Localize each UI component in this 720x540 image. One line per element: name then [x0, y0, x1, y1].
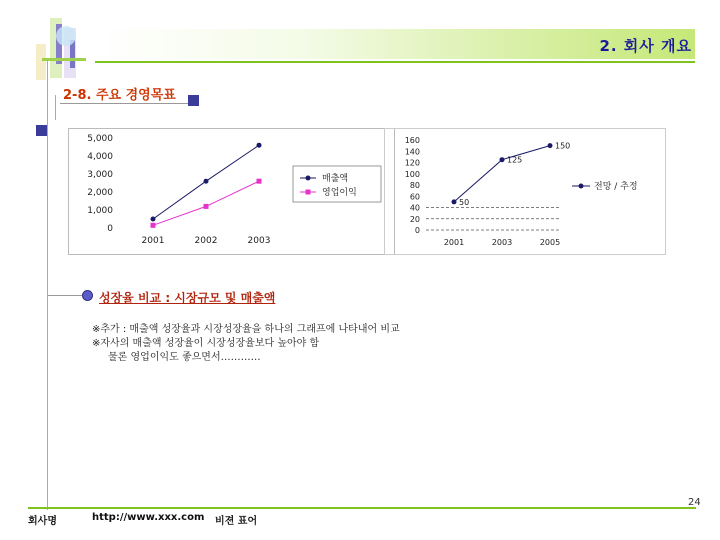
y-tick-label: 120 [404, 158, 420, 168]
y-tick-label: 0 [107, 224, 113, 234]
legend-label: 영업이익 [322, 188, 357, 198]
y-tick-label: 5,000 [87, 134, 113, 144]
data-point [257, 143, 262, 148]
y-tick-label: 80 [409, 181, 420, 190]
x-tick-label: 2003 [491, 238, 513, 247]
y-tick-label: 1,000 [87, 206, 113, 216]
footer-url: http://www.xxx.com [92, 512, 205, 523]
page-header-title: 2. 회사 개요 [599, 37, 692, 55]
footer-rule [28, 507, 696, 509]
right-chart [384, 128, 664, 253]
y-tick-label: 4,000 [87, 152, 113, 162]
x-tick-label: 2005 [539, 238, 561, 247]
data-point [452, 199, 457, 204]
y-tick-label: 0 [414, 226, 420, 235]
data-point [548, 143, 553, 148]
x-tick-label: 2003 [247, 236, 271, 246]
series-line-1 [153, 181, 259, 225]
data-point [151, 217, 156, 222]
left-vertical-rule [47, 60, 48, 510]
y-tick-label: 3,000 [87, 170, 113, 180]
x-tick-label: 2002 [194, 236, 218, 246]
note-line-1: ※추가 : 매출액 성장율과 시장성장율을 하나의 그래프에 나타내어 비교 [92, 324, 400, 335]
subsection-bullet-icon [82, 290, 93, 301]
note-line-2: ※자사의 매출액 성장율이 시장성장율보다 높아야 함 [92, 338, 320, 349]
y-tick-label: 100 [404, 169, 420, 179]
subsection-rule [48, 295, 82, 296]
y-tick-label: 2,000 [87, 188, 113, 198]
legend-marker [579, 184, 584, 189]
data-label: 125 [507, 155, 523, 165]
y-tick-label: 40 [409, 203, 420, 213]
footer-company: 회사명 [28, 516, 57, 527]
legend-label: 매출액 [322, 174, 349, 184]
section-underline [60, 103, 190, 104]
x-tick-label: 2001 [141, 236, 165, 246]
subsection-title: 성장율 비교 : 시장규모 및 매출액 [99, 291, 276, 305]
legend-marker [306, 176, 311, 181]
data-point [257, 179, 262, 184]
left-chart [68, 128, 393, 253]
data-label: 150 [555, 141, 571, 151]
side-marker-square [36, 125, 47, 136]
header-divider [95, 61, 695, 63]
section-title: 2-8. 주요 경영목표 [63, 88, 176, 103]
data-label: 50 [459, 197, 470, 207]
y-tick-label: 160 [404, 136, 420, 145]
y-tick-label: 60 [409, 192, 420, 202]
note-line-3: 물론 영업이익도 좋으면서………… [108, 352, 261, 363]
data-point [151, 223, 156, 228]
legend-marker [306, 190, 311, 195]
legend-label: 전망 / 추정 [594, 182, 638, 192]
data-point [500, 157, 505, 162]
data-point [204, 179, 209, 184]
y-tick-label: 140 [404, 147, 420, 157]
page-number: 24 [688, 497, 701, 508]
left-vertical-rule-2 [55, 95, 56, 120]
section-marker-square [188, 95, 199, 106]
y-tick-label: 20 [409, 214, 420, 224]
data-point [204, 204, 209, 209]
series-line [454, 146, 550, 202]
footer-vision: 비젼 표어 [215, 516, 258, 527]
x-tick-label: 2001 [443, 238, 465, 247]
